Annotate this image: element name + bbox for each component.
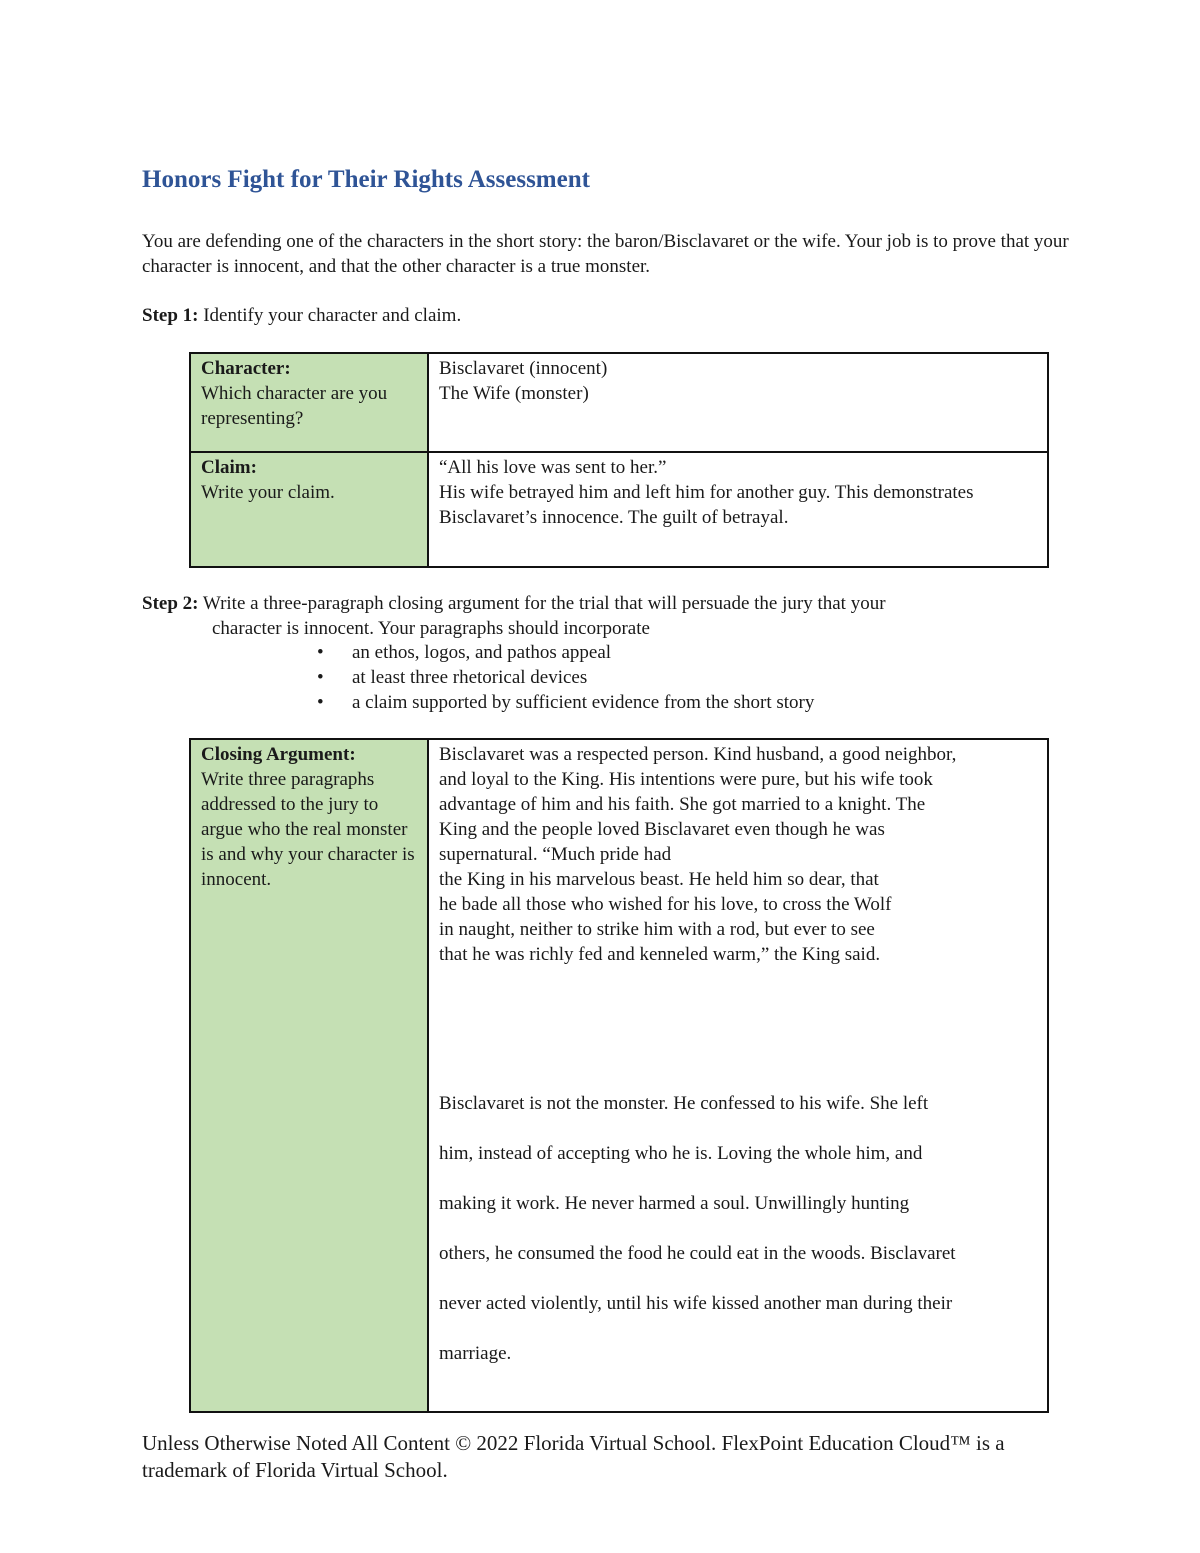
closing-argument-label: Closing Argument: — [201, 744, 356, 765]
character-answer-line: The Wife (monster) — [439, 383, 589, 404]
intro-text: You are defending one of the characters in the short story: the baron/Bisclavaret or the wife. Your job is to prove that your character is innocent, and that the other character is a true monster. — [142, 231, 1069, 277]
page-title: Honors Fight for Their Rights Assessment — [142, 166, 590, 193]
argument-paragraph-1 — [439, 742, 1037, 967]
argument-line: him, instead of accepting who he is. Loving the whole him, and — [439, 1143, 923, 1164]
closing-argument-answer-cell[interactable] — [428, 739, 1048, 1412]
argument-line: King and the people loved Bisclavaret even though he was — [439, 819, 885, 840]
argument-line: never acted violently, until his wife kissed another man during their — [439, 1293, 953, 1314]
claim-quote: “All his love was sent to her.” — [439, 457, 667, 478]
argument-line: that he was richly fed and kenneled warm,” the King said. — [439, 944, 881, 965]
closing-argument-table — [189, 738, 1049, 1413]
argument-line: supernatural. “Much pride had — [439, 844, 672, 865]
argument-line: others, he consumed the food he could eat in the woods. Bisclavaret — [439, 1243, 956, 1264]
argument-line: marriage. — [439, 1343, 512, 1364]
character-prompt: Which character are you representing? — [201, 383, 388, 429]
list-item: • at least three rhetorical devices — [317, 667, 588, 688]
character-label-cell — [190, 353, 428, 452]
character-answer-cell[interactable] — [428, 353, 1048, 452]
requirements-list — [310, 640, 814, 715]
argument-paragraph-2 — [439, 1079, 1037, 1379]
step2-instruction — [142, 591, 886, 616]
claim-answer-cell[interactable] — [428, 452, 1048, 567]
claim-prompt: Write your claim. — [201, 482, 335, 503]
step1-label: Step 1: — [142, 305, 199, 326]
step2-label: Step 2: — [142, 593, 199, 614]
argument-line: advantage of him and his faith. She got married to a knight. The — [439, 794, 926, 815]
step1-instruction — [142, 303, 461, 328]
argument-line: Bisclavaret is not the monster. He confessed to his wife. She left — [439, 1093, 929, 1114]
closing-argument-label-cell — [190, 739, 428, 1412]
character-label: Character: — [201, 358, 291, 379]
step2-text: Write a three-paragraph closing argument for the trial that will persuade the jury that your — [198, 593, 886, 614]
argument-line: and loyal to the King. His intentions were pure, but his wife took — [439, 769, 933, 790]
claim-text: His wife betrayed him and left him for another guy. This demonstrates Bisclavaret’s innocence. The guilt of betrayal. — [439, 482, 974, 528]
argument-line: in naught, neither to strike him with a rod, but ever to see — [439, 919, 875, 940]
argument-line: he bade all those who wished for his love, to cross the Wolf — [439, 894, 892, 915]
step2-instruction-continued: character is innocent. Your paragraphs should incorporate — [212, 618, 650, 639]
character-claim-table — [189, 352, 1049, 568]
step1-text: Identify your character and claim. — [198, 305, 462, 326]
argument-line: Bisclavaret was a respected person. Kind husband, a good neighbor, — [439, 744, 957, 765]
copyright-footer: Unless Otherwise Noted All Content © 2022 Florida Virtual School. FlexPoint Education Cloud™ is a trademark of Florida Virtual School. — [142, 1431, 1005, 1482]
argument-line: making it work. He never harmed a soul. Unwillingly hunting — [439, 1193, 910, 1214]
claim-label: Claim: — [201, 457, 257, 478]
argument-line: the King in his marvelous beast. He held him so dear, that — [439, 869, 879, 890]
closing-argument-prompt: Write three paragraphs addressed to the jury to argue who the real monster is and why your character is innocent. — [201, 769, 415, 890]
list-item: • an ethos, logos, and pathos appeal — [317, 642, 612, 663]
list-item: • a claim supported by sufficient evidence from the short story — [317, 692, 815, 713]
claim-label-cell — [190, 452, 428, 567]
character-answer-line: Bisclavaret (innocent) — [439, 358, 608, 379]
